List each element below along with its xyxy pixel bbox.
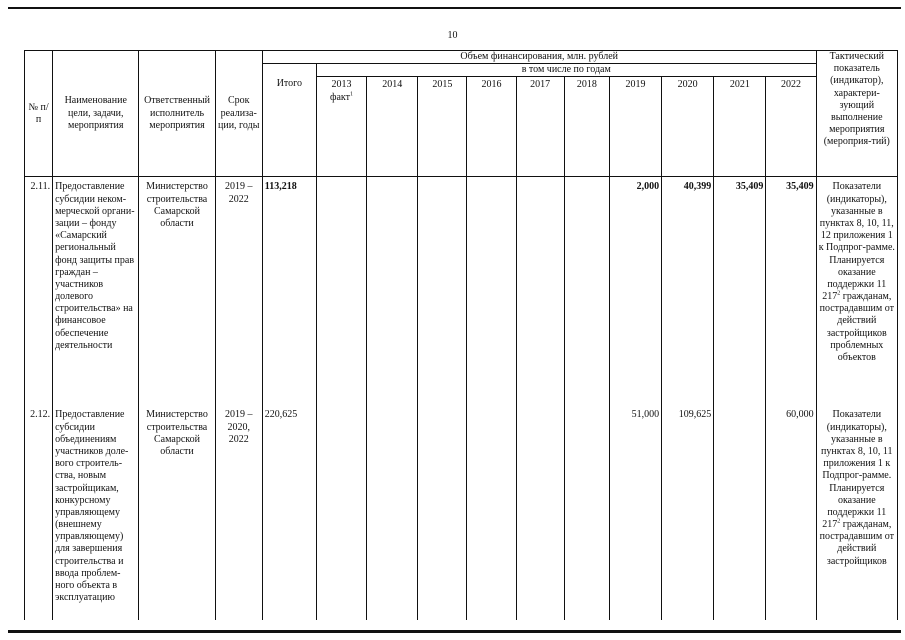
top-rule: [8, 7, 901, 9]
header-year: 2016: [467, 77, 516, 177]
row-cell-2017: [516, 405, 564, 620]
row-cell-2021: 35,409: [714, 177, 766, 406]
header-year: 2018: [564, 77, 609, 177]
row-num: 2.12.: [25, 405, 53, 620]
header-year: 2017: [516, 77, 564, 177]
row-cell-2016: [467, 405, 516, 620]
row-cell-2020: 109,625: [662, 405, 714, 620]
row-indicator: Показатели (индикаторы), указанные в пунктах 8, 10, 11 приложения 1 к Подпрог-рамме. Планируется оказание поддержки 11 $217^2$ гражданам, пострадавшим от действий застройщиков: [816, 405, 897, 620]
row-term: 2019 – 2022: [215, 177, 262, 406]
row-cell-2013: [316, 405, 366, 620]
row-cell-2015: [418, 405, 467, 620]
row-name: Предоставление субсидии объединениям участников доле-вого строитель-ства, новым застройщикам, конкурсному управляющему (внешнему управляющему) для завершения строительства и ввода проблем-ного объекта в эксплуатацию: [53, 405, 139, 620]
header-total: Итого: [262, 64, 316, 177]
row-cell-2018: [564, 177, 609, 406]
row-cell-2022: 60,000: [766, 405, 816, 620]
header-year: 2021: [714, 77, 766, 177]
page-number: 10: [447, 30, 458, 41]
row-cell-2019: 51,000: [609, 405, 661, 620]
header-year: 2014: [367, 77, 418, 177]
header-by-years: в том числе по годам: [316, 64, 816, 77]
bottom-rule: [8, 630, 901, 633]
header-num: № п/п: [25, 51, 53, 177]
row-cell-2020: 40,399: [662, 177, 714, 406]
document-page: [24, 50, 898, 620]
header-year: 2020: [662, 77, 714, 177]
row-cell-2019: 2,000: [609, 177, 661, 406]
header-indicator: Тактический показатель (индикатор), характери-зующий выполнение мероприятия (мероприя-тий): [816, 51, 897, 177]
table-row: [25, 405, 898, 620]
row-executor: Министерство строительства Самарской области: [139, 405, 215, 620]
funding-table: [24, 50, 898, 620]
row-indicator: Показатели (индикаторы), указанные в пунктах 8, 10, 11, 12 приложения 1 к Подпрог-рамме. Планируется оказание поддержки 11 $217^2$ гражданам, пострадавшим от действий застройщиков проблемных объектов: [816, 177, 897, 406]
row-num: 2.11.: [25, 177, 53, 406]
header-year: 2019: [609, 77, 661, 177]
header-name: Наименование цели, задачи, мероприятия: [53, 51, 139, 177]
header-term: Срок реализа-ции, годы: [215, 51, 262, 177]
header-year: 2022: [766, 77, 816, 177]
row-term: 2019 – 2020, 2022: [215, 405, 262, 620]
row-cell-2016: [467, 177, 516, 406]
row-cell-2018: [564, 405, 609, 620]
header-year-2013: 2013 факт$^1$: [316, 77, 366, 177]
row-cell-2017: [516, 177, 564, 406]
row-cell-2013: [316, 177, 366, 406]
row-cell-2014: [367, 405, 418, 620]
header-year: 2015: [418, 77, 467, 177]
table-row: [25, 177, 898, 406]
row-total: 220,625: [262, 405, 316, 620]
header-executor: Ответственный исполнитель мероприятия: [139, 51, 215, 177]
row-executor: Министерство строительства Самарской области: [139, 177, 215, 406]
row-cell-2014: [367, 177, 418, 406]
row-cell-2022: 35,409: [766, 177, 816, 406]
header-funding: Объем финансирования, млн. рублей: [262, 51, 816, 64]
row-name: Предоставление субсидии неком-мерческой органи-зации – фонду «Самарский региональный фонд защиты прав граждан – участников долевого строительства» на финансовое обеспечение деятельности: [53, 177, 139, 406]
row-cell-2021: [714, 405, 766, 620]
row-total: 113,218: [262, 177, 316, 406]
row-cell-2015: [418, 177, 467, 406]
